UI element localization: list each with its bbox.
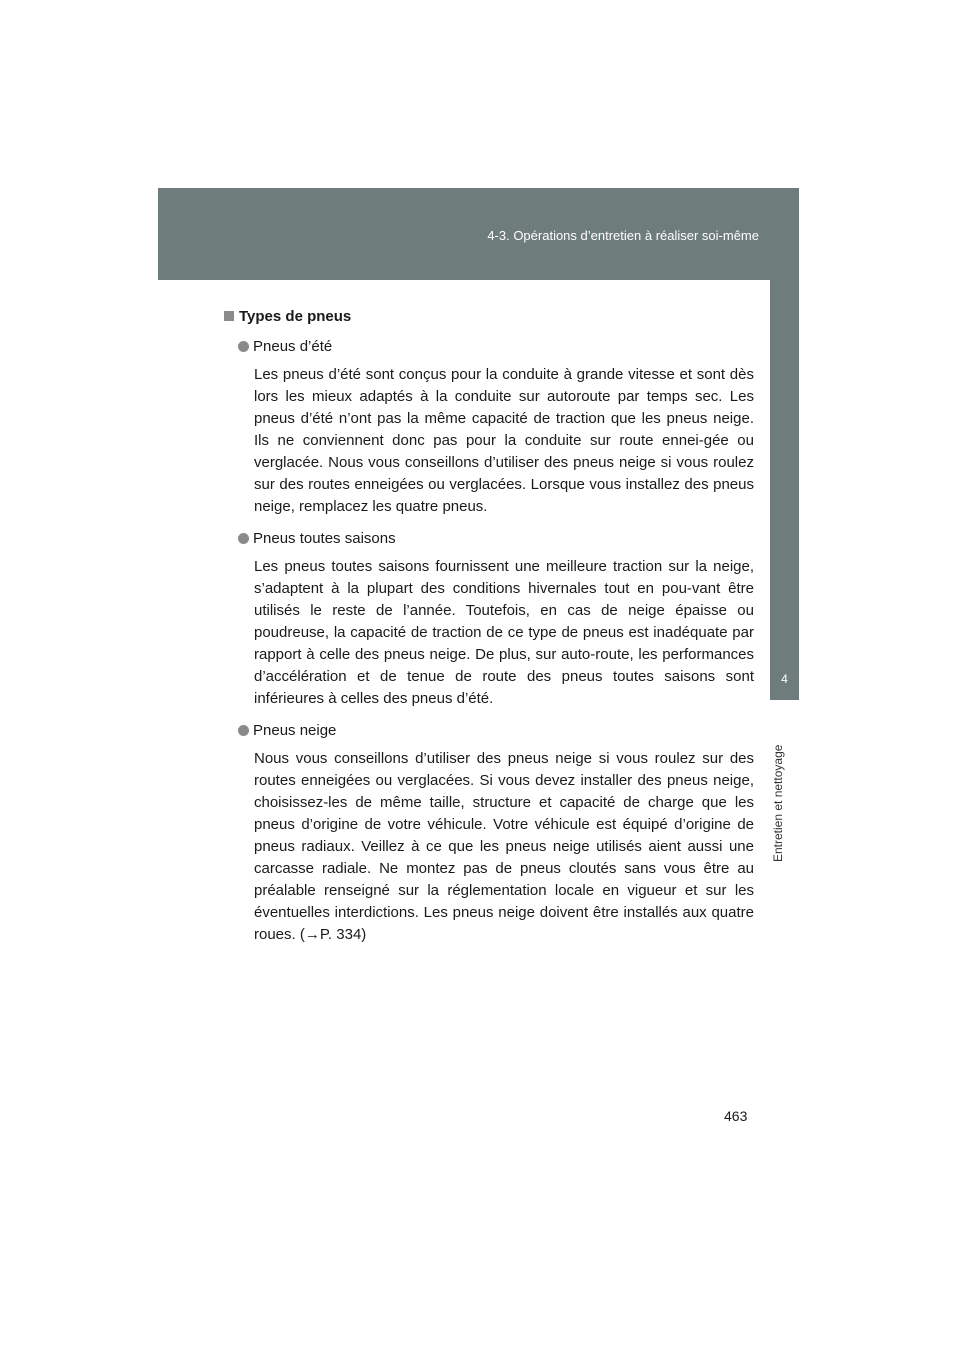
list-item [238, 529, 754, 710]
section-header [158, 188, 799, 280]
page-content [224, 307, 754, 957]
chapter-number: 4 [781, 672, 788, 686]
section-title: 4-3. Opérations d’entretien à réaliser soi-même [487, 228, 759, 243]
page-number: 463 [724, 1108, 748, 1124]
item-paragraph: Nous vous conseillons d’utiliser des pneus neige si vous roulez sur des routes enneigées ou verglacées. Si vous devez installer des pneus neige, choisissez-les de même taille, structure et capacité de charge que les pneus d’origine de votre véhicule. Votre véhicule est équipé d’origine de pneus radiaux. Veillez à ce que les pneus neige utilisés aient aussi une carcasse radiale. Ne montez pas de pneus cloutés sans vous être au préalable renseigné sur la réglementation locale en vigueur et sur les éventuelles interdictions. Les pneus neige doivent être installés aux quatre roues. (→P. 334) [254, 750, 754, 943]
circle-bullet-icon [238, 725, 249, 736]
item-heading-text: Pneus d’été [253, 338, 333, 355]
chapter-label: Entretien et nettoyage [771, 744, 785, 862]
list-item [238, 337, 754, 518]
item-heading-text: Pneus toutes saisons [253, 530, 396, 547]
circle-bullet-icon [238, 341, 249, 352]
item-paragraph: Les pneus toutes saisons fournissent une meilleure traction sur la neige, s’adaptent à la plupart des conditions hivernales tout en pou-vant être utilisés le reste de l’année. Toutefois, en cas de neige épaisse ou poudreuse, la capacité de traction de ce type de pneus est inadéquate par rapport à celle des pneus neige. De plus, sur auto-route, les performances d’accélération et de tenue de route des pneus toutes saisons sont inférieures à celles des pneus d’été. [254, 558, 754, 707]
square-bullet-icon [224, 311, 234, 321]
subsection-heading-text: Types de pneus [239, 308, 352, 325]
item-heading [238, 721, 754, 741]
list-item [238, 721, 754, 946]
item-heading-text: Pneus neige [253, 722, 337, 739]
circle-bullet-icon [238, 533, 249, 544]
item-heading [238, 529, 754, 549]
item-heading [238, 337, 754, 357]
item-paragraph: Les pneus d’été sont conçus pour la conduite à grande vitesse et sont dès lors les mieux adaptés à la conduite sur autoroute par temps sec. Les pneus d’été n’ont pas la même capacité de traction que les pneus neige. Ils ne conviennent donc pas pour la conduite sur route ennei-gée ou verglacée. Nous vous conseillons d’utiliser des pneus neige si vous roulez sur des routes enneigées ou verglacées. Lorsque vous installez des pneus neige, remplacez les quatre pneus. [254, 366, 754, 515]
subsection-heading [224, 307, 754, 327]
